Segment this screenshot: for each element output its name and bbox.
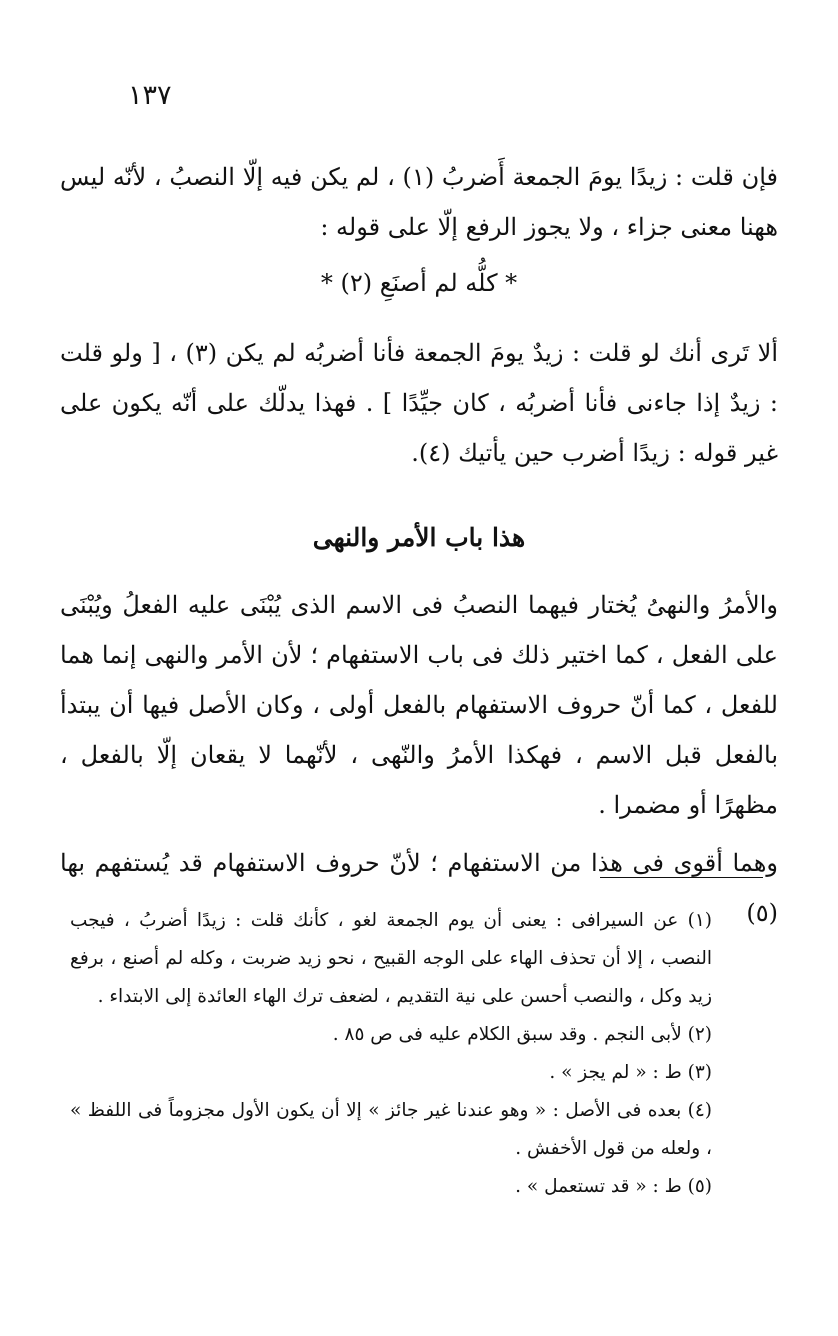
paragraph-1: فإن قلت : زيدًا يومَ الجمعة أَضربُ (١) ، لم يكن فيه إلّا النصبُ ، لأنّه ليس ههنا معنى جزاء ، ولا يجوز الرفع إلّا على قوله : [60, 163, 778, 241]
paragraph-4: وهما أقوى فى هذا من الاستفهام ؛ لأنّ حروف الاستفهام قد يُستفهم بها (٥) [60, 849, 778, 927]
footnote-divider [600, 877, 763, 878]
page-number: ١٣٧ [128, 80, 172, 111]
footnote-4: (٤) بعده فى الأصل : « وهو عندنا غير جائز » إلا أن يكون الأول مجزوماً فى اللفظ » ، ولعله من قول الأخفش . [70, 1100, 712, 1159]
footnote-5: (٥) ط : « قد تستعمل » . [515, 1176, 712, 1197]
main-text [60, 152, 778, 938]
paragraph-3: والأمرُ والنهىُ يُختار فيهما النصبُ فى الاسم الذى يُبْنَى عليه الفعلُ ويُبْنَى على الفعل ، كما اختير ذلك فى باب الاستفهام ؛ لأن الأمر والنهى إنما هما للفعل ، كما أنّ حروف الاستفهام بالفعل أولى ، وكان الأصل فيها أن يبتدأ بالفعل قبل الاسم ، فهكذا الأمرُ والنّهى ، لأنّهما لا يقعان إلّا بالفعل ، مظهرًا أو مضمرا . [60, 591, 778, 819]
footnote-3: (٣) ط : « لم يجز » . [549, 1062, 712, 1083]
footnote-2: (٢) لأبى النجم . وقد سبق الكلام عليه فى ص ٨٥ . [332, 1024, 712, 1045]
paragraph-2: ألا تَرى أنك لو قلت : زيدٌ يومَ الجمعة فأنا أضربُه لم يكن (٣) ، [ ولو قلت : زيدٌ إذا جاءنى فأنا أضربُه ، كان جيِّدًا ] . فهذا يدلّك على أنّه يكون على غير قوله : زيدًا أضرب حين يأتيك (٤). [60, 339, 778, 467]
footnote-1: (١) عن السيرافى : يعنى أن يوم الجمعة لغو ، كأنك قلت : زيدًا أضربُ ، فيجب النصب ، إلا أن تحذف الهاء على الوجه القبيح ، نحو زيد ضربت ، وكله لم أصنع ، برفع زيد وكل ، والنصب أحسن على نية التقديم ، لضعف ترك الهاء العائدة إلى الابتداء . [70, 910, 712, 1007]
verse-quote: * كلُّه لم أصنَعِ (٢) * [320, 269, 518, 297]
footnotes [70, 902, 768, 1206]
section-heading: هذا باب الأمر والنهى [312, 523, 526, 552]
